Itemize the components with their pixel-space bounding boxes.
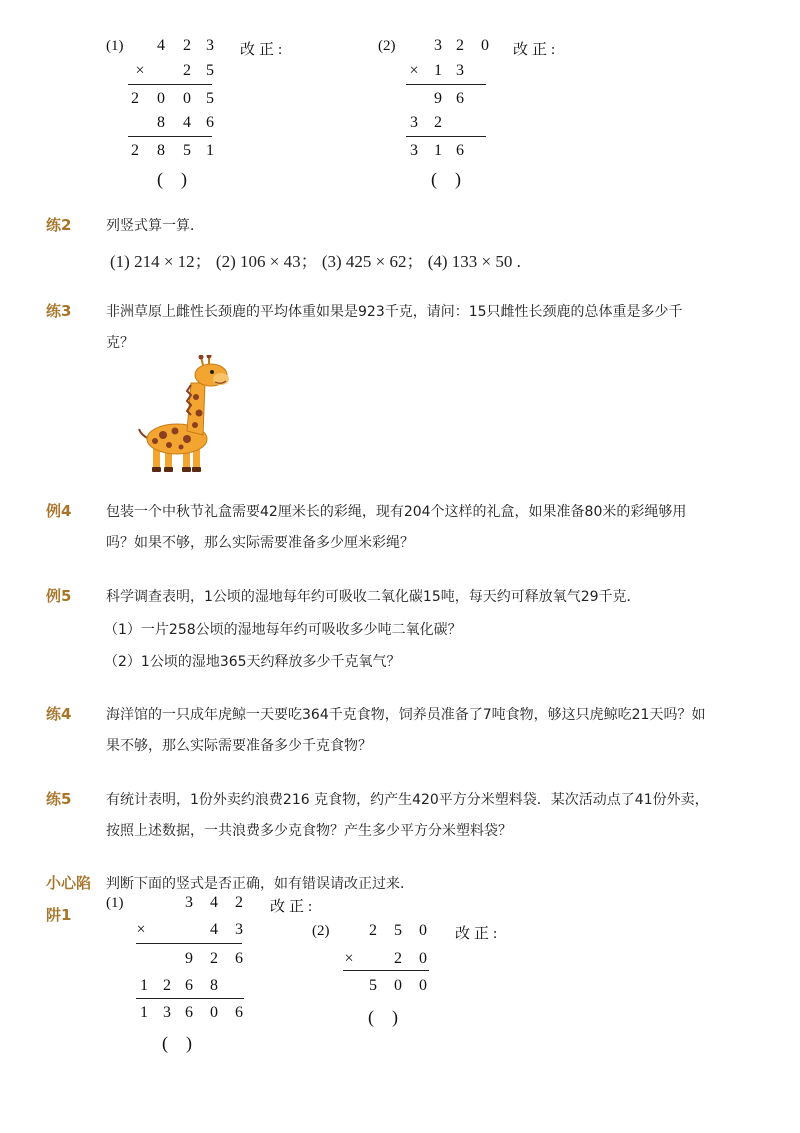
question-text: 果不够，那么实际需要准备多少千克食物？ <box>106 738 372 754</box>
digit: 6 <box>456 142 464 159</box>
multiply-sign: × <box>135 62 145 79</box>
multiply-sign: × <box>136 921 146 938</box>
answer-parentheses: ( ) <box>431 169 461 189</box>
divider-line <box>128 136 212 137</box>
problem-label: (1) <box>106 895 124 911</box>
digit: 8 <box>157 114 165 131</box>
section-tag: 练3 <box>46 302 72 320</box>
digit: 5 <box>183 142 191 159</box>
divider-line <box>406 84 486 85</box>
digit: 0 <box>394 977 402 994</box>
digit: 6 <box>235 950 243 967</box>
section-tag: 阱1 <box>46 906 72 924</box>
digit: 0 <box>157 90 165 107</box>
digit: 4 <box>183 114 191 131</box>
digit: 6 <box>235 1004 243 1021</box>
digit: 1 <box>434 142 442 159</box>
digit: 1 <box>140 977 148 994</box>
question-text: 克？ <box>106 335 134 351</box>
digit: 0 <box>419 922 427 939</box>
digit: 0 <box>481 37 489 54</box>
section-tag: 练4 <box>46 705 72 723</box>
digit: 6 <box>206 114 214 131</box>
digit: 0 <box>183 90 191 107</box>
digit: 0 <box>419 977 427 994</box>
question-text: 非洲草原上雌性长颈鹿的平均体重如果是923千克，请问：15只雌性长颈鹿的总体重是多少千 <box>106 304 683 320</box>
digit: 0 <box>419 950 427 967</box>
digit: 3 <box>235 921 243 938</box>
question-text: 包装一个中秋节礼盒需要42厘米长的彩绳，现有204个这样的礼盒，如果准备80米的彩绳够用 <box>106 504 687 520</box>
digit: 2 <box>369 922 377 939</box>
digit: 3 <box>434 37 442 54</box>
digit: 5 <box>369 977 377 994</box>
giraffe-illustration <box>135 355 235 475</box>
digit: 5 <box>206 62 214 79</box>
question-text: 判断下面的竖式是否正确，如有错误请改正过来． <box>106 876 414 892</box>
answer-parentheses: ( ) <box>157 169 187 189</box>
digit: 2 <box>131 90 139 107</box>
digit: 2 <box>235 894 243 911</box>
correction-label: 改正: <box>455 926 502 942</box>
multiply-sign: × <box>409 62 419 79</box>
digit: 4 <box>210 894 218 911</box>
section-tag: 例4 <box>46 502 72 520</box>
digit: 4 <box>210 921 218 938</box>
digit: 1 <box>206 142 214 159</box>
section-tag: 练5 <box>46 790 72 808</box>
divider-line <box>343 970 429 971</box>
digit: 3 <box>163 1004 171 1021</box>
divider-line <box>406 136 486 137</box>
digit: 5 <box>206 90 214 107</box>
digit: 3 <box>456 62 464 79</box>
question-text: 科学调查表明，1公顷的湿地每年约可吸收二氧化碳15吨，每天约可释放氧气29千克． <box>106 589 641 605</box>
question-text: 有统计表明，1份外卖约浪费216 克食物，约产生420平方分米塑料袋．某次活动点了41份外卖， <box>106 792 709 808</box>
digit: 3 <box>206 37 214 54</box>
divider-line <box>128 84 212 85</box>
digit: 9 <box>185 950 193 967</box>
sub-question: （2）1公顷的湿地365天约释放多少千克氧气？ <box>104 654 401 670</box>
section-tag: 练2 <box>46 216 72 234</box>
digit: 2 <box>456 37 464 54</box>
correction-label: 改正: <box>270 899 317 915</box>
sub-question: （1）一片258公顷的湿地每年约可吸收多少吨二氧化碳？ <box>104 622 462 638</box>
digit: 1 <box>434 62 442 79</box>
digit: 2 <box>163 977 171 994</box>
divider-line <box>136 943 242 944</box>
digit: 2 <box>434 114 442 131</box>
digit: 3 <box>410 114 418 131</box>
section-tag: 小心陷 <box>46 874 92 892</box>
question-text: 海洋馆的一只成年虎鲸一天要吃364千克食物，饲养员准备了7吨食物，够这只虎鲸吃21天吗？如 <box>106 707 706 723</box>
correction-label: 改正: <box>513 42 560 58</box>
digit: 5 <box>394 922 402 939</box>
digit: 2 <box>183 62 191 79</box>
digit: 3 <box>185 894 193 911</box>
problem-label: (2) <box>378 38 396 54</box>
answer-parentheses: ( ) <box>368 1007 398 1027</box>
problem-label: (2) <box>312 923 330 939</box>
digit: 2 <box>131 142 139 159</box>
digit: 4 <box>157 37 165 54</box>
digit: 9 <box>434 90 442 107</box>
digit: 3 <box>410 142 418 159</box>
question-text: 吗？如果不够，那么实际需要准备多少厘米彩绳？ <box>106 535 414 551</box>
digit: 1 <box>140 1004 148 1021</box>
divider-line <box>136 998 244 999</box>
section-tag: 例5 <box>46 587 72 605</box>
digit: 6 <box>185 977 193 994</box>
formula-line: (1) 214 × 12； (2) 106 × 43； (3) 425 × 62； (4) 133 × 50 . <box>110 252 521 271</box>
correction-label: 改正: <box>240 42 287 58</box>
problem-label: (1) <box>106 38 124 54</box>
digit: 2 <box>210 950 218 967</box>
digit: 6 <box>185 1004 193 1021</box>
digit: 8 <box>210 977 218 994</box>
digit: 8 <box>157 142 165 159</box>
answer-parentheses: ( ) <box>162 1033 192 1053</box>
question-text: 列竖式算一算． <box>106 218 204 234</box>
digit: 0 <box>210 1004 218 1021</box>
digit: 2 <box>394 950 402 967</box>
digit: 6 <box>456 90 464 107</box>
multiply-sign: × <box>344 950 354 967</box>
digit: 2 <box>183 37 191 54</box>
question-text: 按照上述数据，一共浪费多少克食物？产生多少平方分米塑料袋？ <box>106 823 512 839</box>
